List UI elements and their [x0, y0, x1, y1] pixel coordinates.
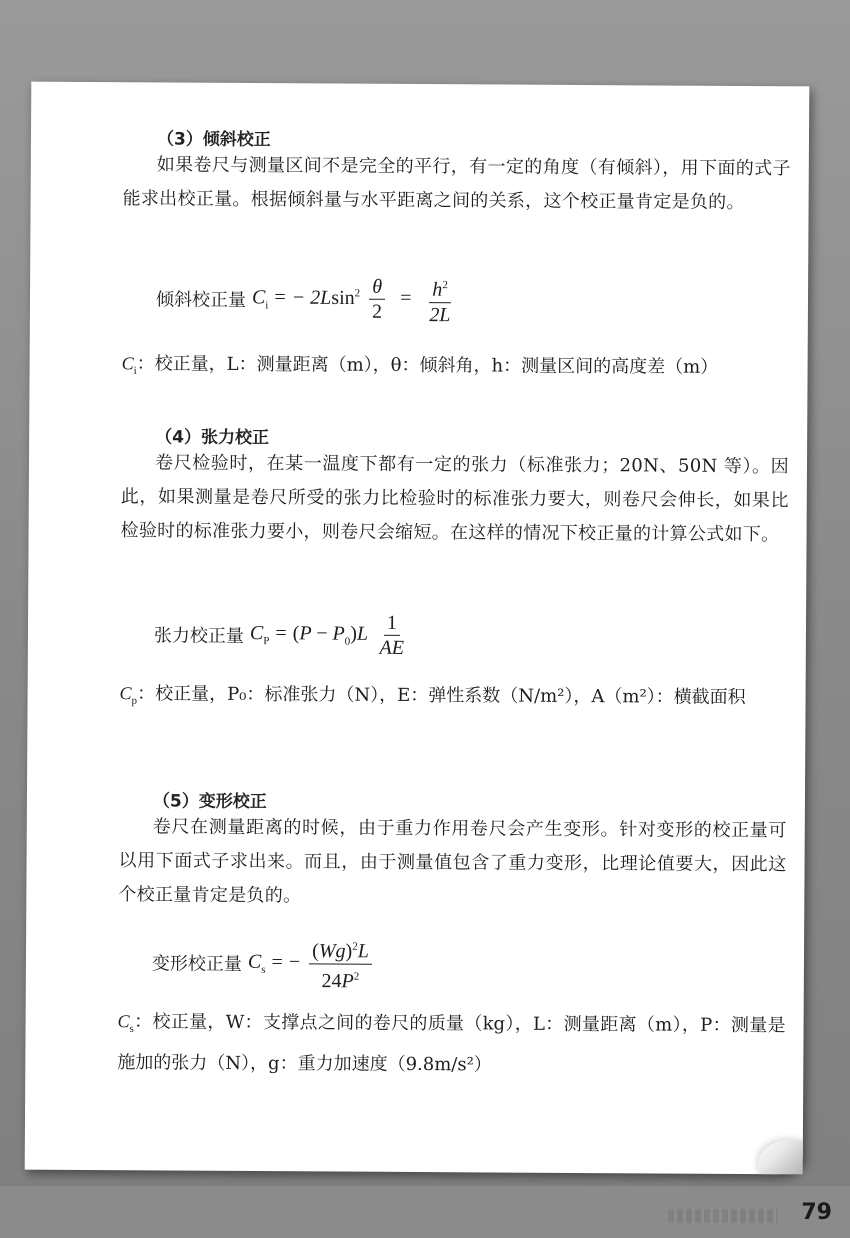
formula-label-tilt: 倾斜校正量: [155, 289, 247, 311]
section-heading-deformation: （5）变形校正: [152, 791, 267, 813]
definitions-text-deformation: ：校正量，W：支撑点之间的卷尺的质量（kg），L：测量距离（m），P：测量是施加的张力（N），g：重力加速度（9.8m/s²）: [117, 1011, 786, 1076]
formula-tension: [154, 610, 411, 659]
formula-label-deformation: 变形校正量: [151, 953, 243, 976]
formula-expression-deformation: $C_s$ = − $\frac{(Wg)^2L}{24P^2}$: [248, 935, 376, 992]
definitions-deformation: $C_s$：校正量，W：支撑点之间的卷尺的质量（kg），L：测量距离（m），P：测量是施加的张力（N），g：重力加速度（9.8m/s²）: [117, 1011, 786, 1076]
section-heading-tension: （4）张力校正: [155, 427, 270, 449]
section-heading-tilt: （3）倾斜校正: [156, 129, 271, 151]
formula-tilt: [156, 272, 458, 325]
page-number: 79: [801, 1200, 832, 1225]
section-paragraph-tilt: 如果卷尺与测量区间不是完全的平行，有一定的角度（有倾斜），用下面的式子能求出校正量。根据倾斜量与水平距离之间的关系，这个校正量肯定是负的。: [122, 154, 791, 213]
definitions-tilt: $C_i$：校正量，L：测量距离（m），θ：倾斜角，h：测量区间的高度差（m）: [121, 353, 719, 378]
paper-sheet: [25, 82, 810, 1175]
definitions-tension: $C_p$：校正量，P₀：标准张力（N），E：弹性系数（N/m²），A（m²）：横截面积: [119, 683, 746, 709]
definitions-text-tilt: ：校正量，L：测量距离（m），θ：倾斜角，h：测量区间的高度差（m）: [136, 353, 719, 378]
formula-label-tension: 张力校正量: [153, 624, 245, 647]
definitions-text-tension: ：校正量，P₀：标准张力（N），E：弹性系数（N/m²），A（m²）：横截面积: [137, 683, 746, 709]
formula-expression-tilt: $C_i$ = − 2Lsin$^2$ $\frac{\theta}{2}$ = $\frac{h^2}{2L}$: [251, 276, 451, 326]
section-paragraph-deformation: 卷尺在测量距离的时候，由于重力作用卷尺会产生变形。针对变形的校正量可以用下面式子求出来。而且，由于测量值包含了重力变形，比理论值要大，因此这个校正量肯定是负的。: [118, 816, 787, 907]
formula-expression-tension: $C_P = (P - P_0)L$ $\frac{1}{AE}$: [249, 611, 405, 659]
faint-footer-mark: [668, 1209, 778, 1223]
formula-deformation: [152, 934, 376, 992]
section-paragraph-tension: 卷尺检验时，在某一温度下都有一定的张力（标准张力；20N、50N 等）。因此，如果测量是卷尺所受的张力比检验时的标准张力要大，则卷尺会伸长，如果比检验时的标准张力要小，则卷尺会缩短。在这样的情况下校正量的计算公式如下。: [120, 452, 790, 546]
page-content: [25, 82, 810, 1175]
